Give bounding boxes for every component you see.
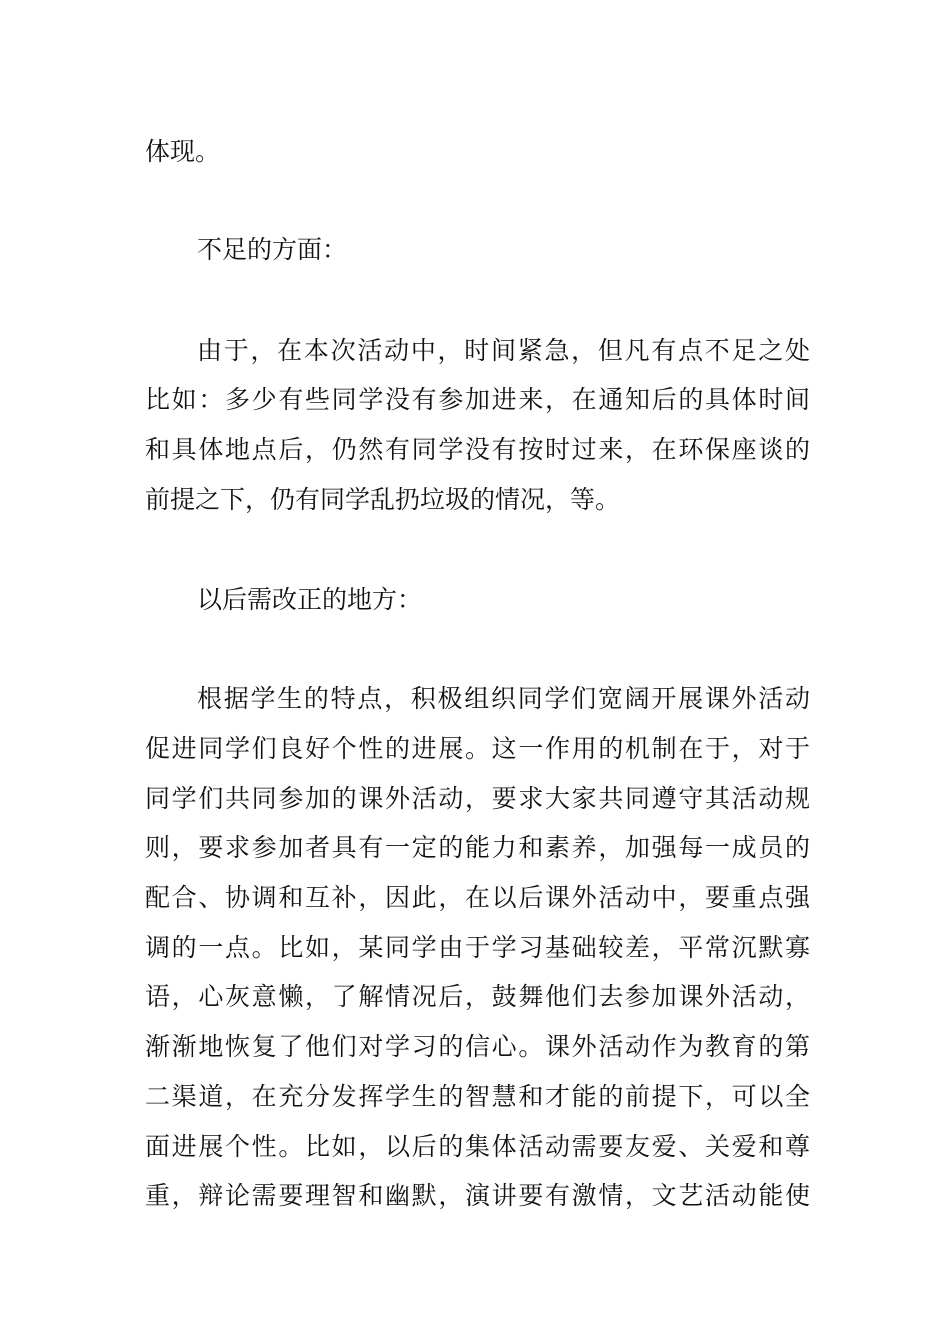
text-line: 则，要求参加者具有一定的能力和素养，加强每一成员的	[145, 833, 810, 862]
text-line: 语，心灰意懒，了解情况后，鼓舞他们去参加课外活动，	[145, 982, 810, 1011]
text-line: 配合、协调和互补，因此，在以后课外活动中，要重点强	[145, 883, 810, 912]
text-line: 和具体地点后，仍然有同学没有按时过来，在环保座谈的	[145, 435, 810, 464]
text-line: 前提之下，仍有同学乱扔垃圾的情况，等。	[145, 485, 621, 514]
text-line: 二渠道，在充分发挥学生的智慧和才能的前提下，可以全	[145, 1082, 810, 1111]
text-line: 重，辩论需要理智和幽默，演讲要有激情，文艺活动能使	[145, 1181, 810, 1210]
text-line: 渐渐地恢复了他们对学习的信心。课外活动作为教育的第	[145, 1032, 810, 1061]
section-heading: 以后需改正的地方：	[197, 585, 423, 614]
text-line: 比如：多少有些同学没有参加进来，在通知后的具体时间	[145, 385, 810, 414]
text-line: 体现。	[145, 137, 221, 166]
text-line: 由于，在本次活动中，时间紧急，但凡有点不足之处	[197, 336, 810, 365]
section-heading: 不足的方面：	[197, 235, 348, 264]
text-line: 根据学生的特点，积极组织同学们宽阔开展课外活动	[197, 684, 810, 713]
text-line: 促进同学们良好个性的进展。这一作用的机制在于，对于	[145, 734, 810, 763]
text-line: 调的一点。比如，某同学由于学习基础较差，平常沉默寡	[145, 933, 810, 962]
text-line: 面进展个性。比如，以后的集体活动需要友爱、关爱和尊	[145, 1132, 810, 1161]
text-line: 同学们共同参加的课外活动，要求大家共同遵守其活动规	[145, 784, 810, 813]
